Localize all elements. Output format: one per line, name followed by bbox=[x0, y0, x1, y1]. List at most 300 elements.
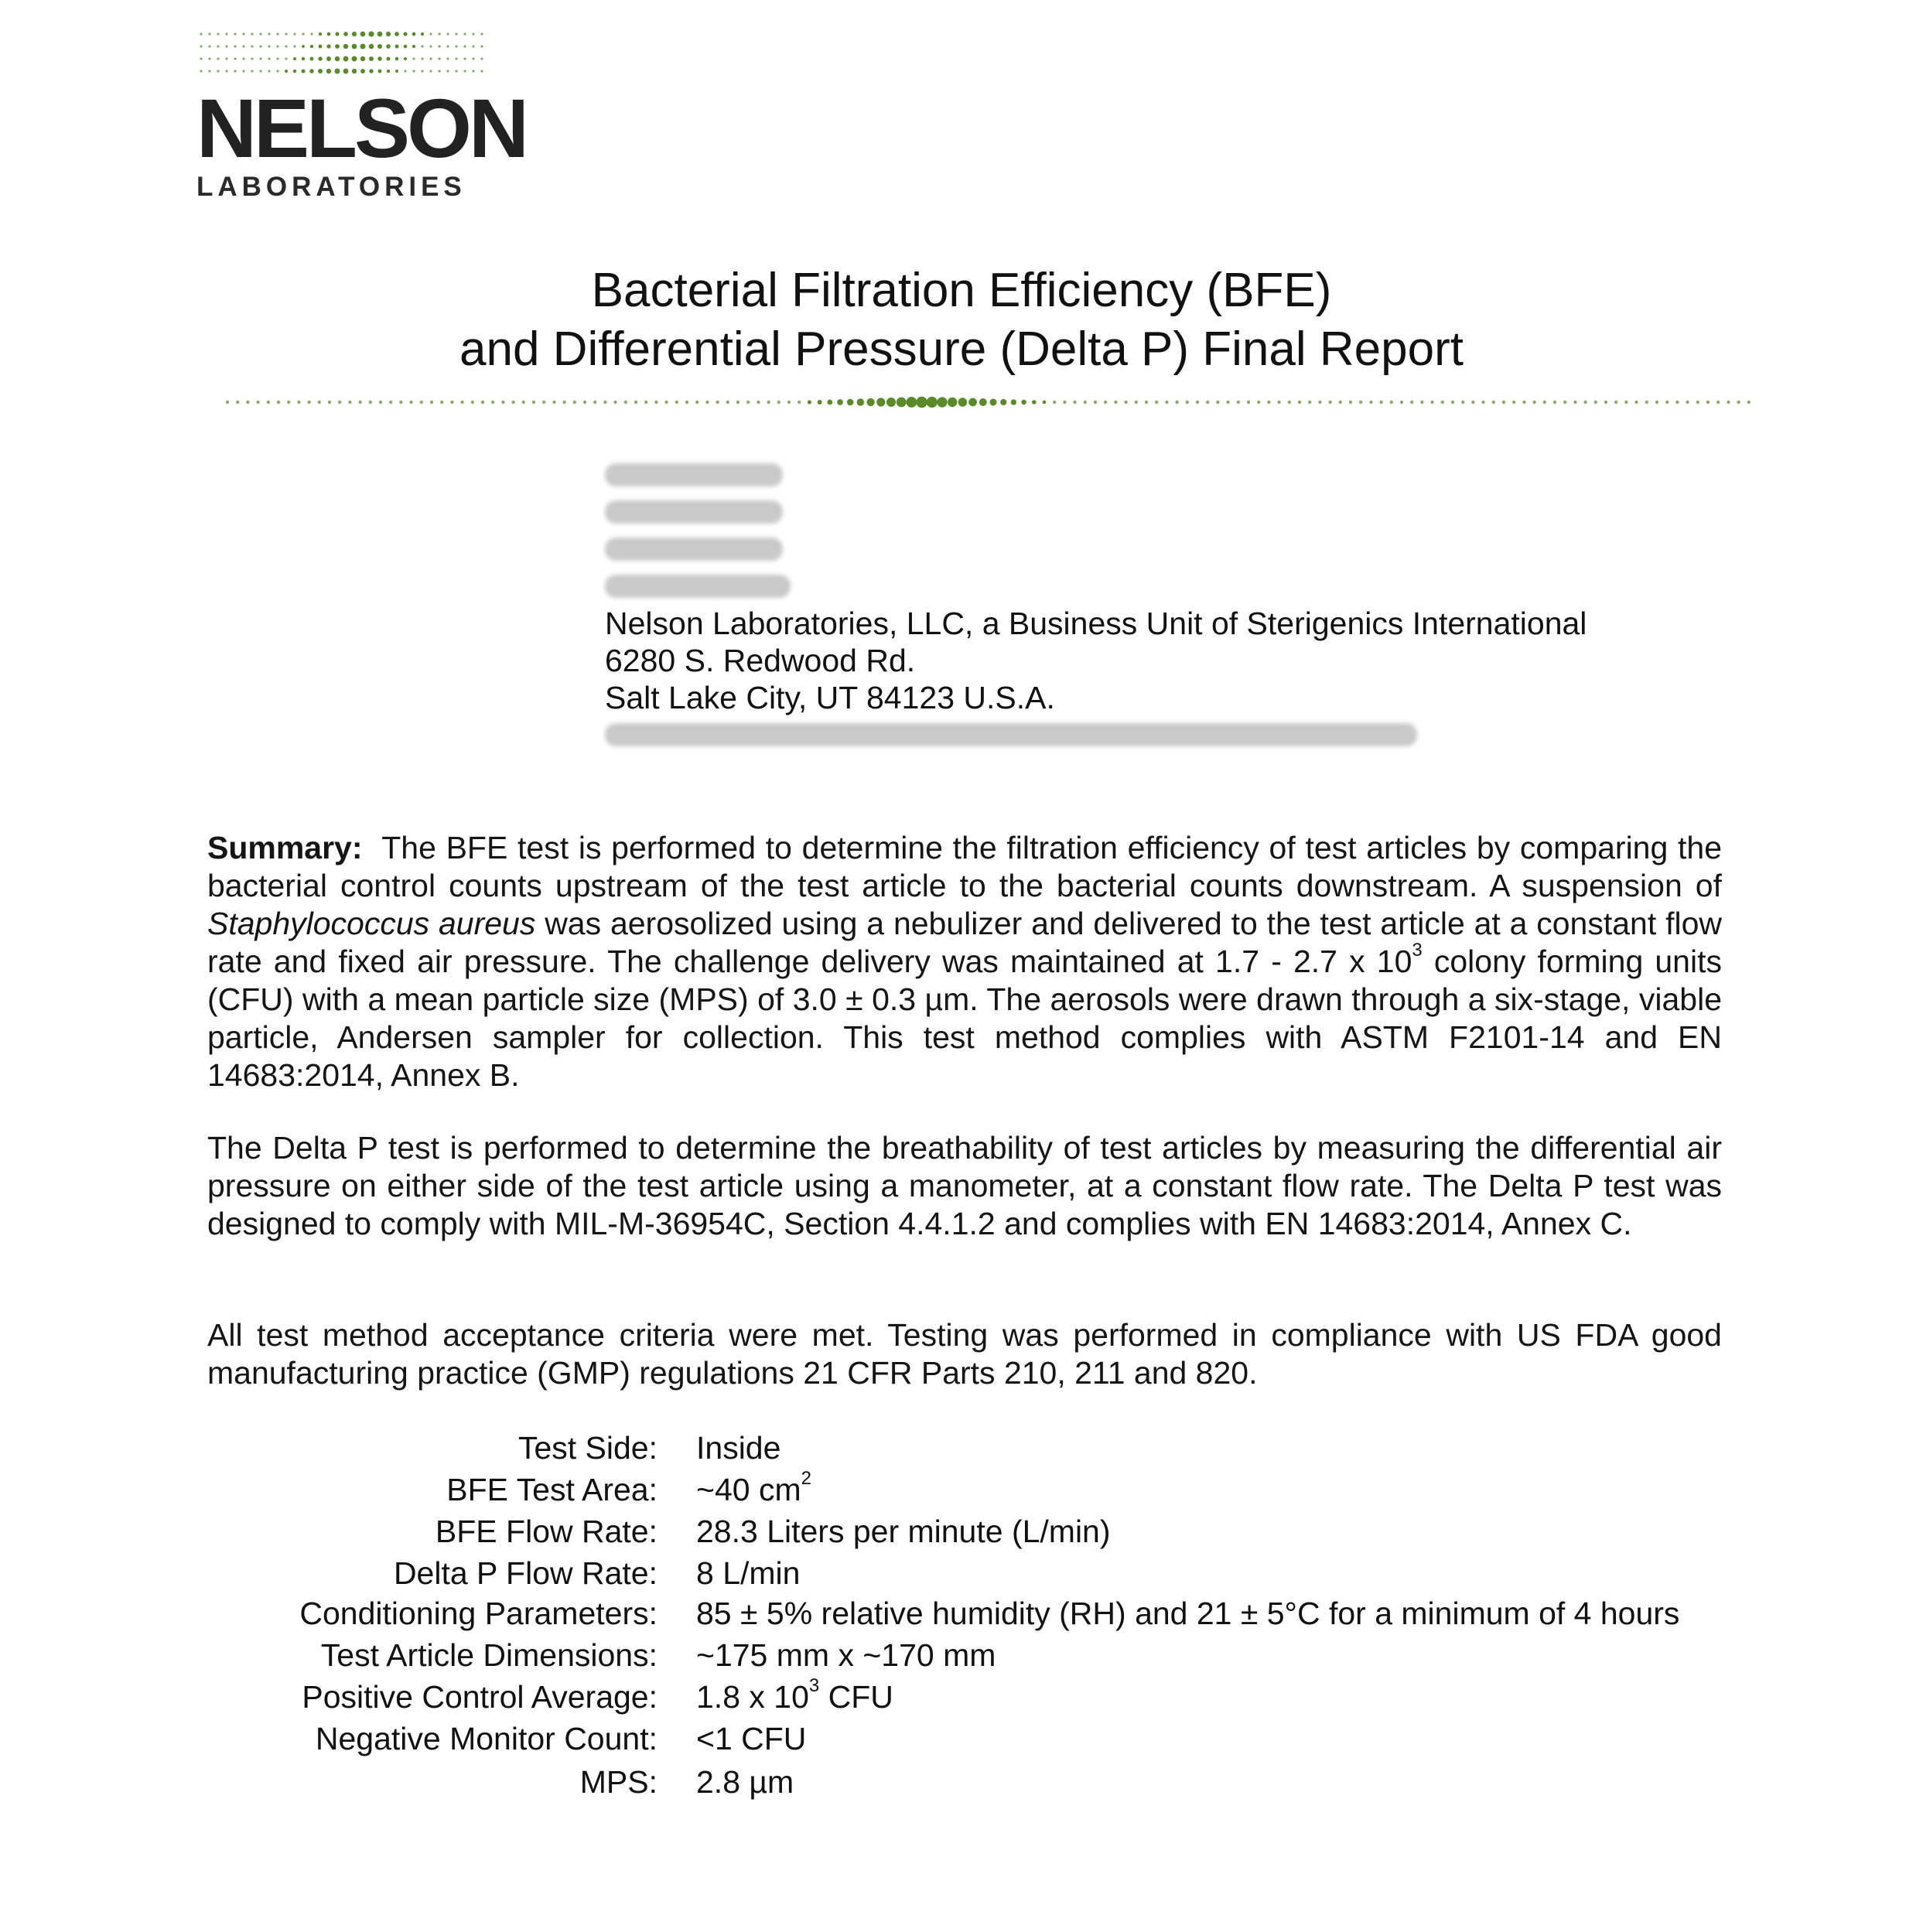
divider-dot bbox=[1369, 401, 1372, 404]
divider-dot bbox=[1737, 401, 1740, 404]
divider-dot bbox=[1216, 401, 1219, 404]
logo-dot bbox=[276, 57, 278, 60]
divider-dot bbox=[736, 401, 739, 404]
divider-dot bbox=[1000, 399, 1006, 405]
divider-dot bbox=[460, 401, 463, 404]
logo-dot bbox=[412, 57, 415, 60]
divider-dot bbox=[847, 399, 854, 406]
logo-dot bbox=[225, 32, 227, 35]
logo-dot bbox=[225, 45, 227, 47]
divider-dot bbox=[1328, 401, 1331, 404]
logo-dot bbox=[343, 69, 349, 74]
divider-dot bbox=[1379, 401, 1382, 404]
divider-dot bbox=[798, 401, 801, 404]
logo-dot bbox=[251, 57, 253, 60]
logo-dot bbox=[259, 32, 261, 35]
divider-dot bbox=[1298, 401, 1301, 404]
divider-dot bbox=[1512, 401, 1515, 404]
divider-dot bbox=[430, 401, 433, 404]
divider-dot bbox=[522, 401, 525, 404]
divider-dot bbox=[1053, 401, 1056, 404]
divider-dot bbox=[958, 398, 968, 407]
divider-dot bbox=[1645, 401, 1648, 404]
param-label: BFE Test Area: bbox=[446, 1472, 658, 1507]
logo-dot bbox=[242, 57, 244, 60]
divider-dot bbox=[1073, 401, 1076, 404]
divider-dot bbox=[1267, 401, 1270, 404]
param-label: Delta P Flow Rate: bbox=[393, 1555, 658, 1591]
divider-dot bbox=[897, 398, 907, 408]
divider-dot bbox=[1471, 401, 1474, 404]
divider-dot bbox=[937, 397, 947, 407]
info-value: Nelson Laboratories, LLC, a Business Unit of Sterigenics International bbox=[605, 606, 1587, 641]
logo-dot bbox=[217, 32, 219, 35]
report-title-line-1: Bacterial Filtration Efficiency (BFE) bbox=[591, 264, 1332, 317]
logo-dot bbox=[377, 44, 382, 49]
divider-dot bbox=[1021, 400, 1026, 404]
logo-dot bbox=[395, 44, 398, 48]
logo-dot bbox=[421, 45, 423, 47]
divider-dot bbox=[1706, 401, 1710, 404]
divider-dot bbox=[866, 398, 874, 406]
logo-dot bbox=[343, 32, 348, 36]
divider-dot bbox=[613, 401, 617, 404]
logo-dot bbox=[276, 32, 278, 35]
report-title bbox=[0, 261, 1923, 379]
divider-dot bbox=[379, 401, 382, 404]
report-title-line-2: and Differential Pressure (Delta P) Final Report bbox=[459, 323, 1464, 376]
divider-dot bbox=[307, 401, 310, 404]
logo-dot bbox=[242, 32, 244, 35]
divider-dot bbox=[1594, 401, 1597, 404]
exponent: 3 bbox=[808, 1675, 820, 1697]
divider-dot bbox=[644, 401, 647, 404]
logo-dot bbox=[225, 57, 227, 60]
divider-dot bbox=[1135, 401, 1138, 404]
divider-dot bbox=[1175, 401, 1178, 404]
divider-dot bbox=[1339, 401, 1342, 404]
divider-dot bbox=[1727, 401, 1730, 404]
exponent: 3 bbox=[1412, 940, 1423, 961]
logo-dot bbox=[368, 31, 374, 36]
logo-dot bbox=[429, 57, 432, 60]
divider-dot bbox=[358, 401, 361, 404]
param-label: Conditioning Parameters: bbox=[299, 1596, 658, 1631]
logo-dot bbox=[208, 32, 210, 35]
logo-dot bbox=[480, 57, 483, 60]
logo-dot bbox=[327, 32, 331, 36]
logo-dot bbox=[343, 44, 348, 49]
logo-dot bbox=[326, 69, 332, 74]
divider-dot bbox=[837, 399, 843, 405]
logo-dot bbox=[463, 45, 466, 47]
divider-dot bbox=[1288, 401, 1291, 404]
logo-dot bbox=[251, 70, 253, 72]
divider-dot bbox=[318, 401, 321, 404]
param-suffix: CFU bbox=[819, 1679, 893, 1715]
divider-dot bbox=[287, 401, 290, 404]
redacted-value bbox=[605, 531, 783, 568]
logo-dot bbox=[242, 45, 244, 47]
logo-dot bbox=[463, 32, 466, 35]
logo-dot bbox=[234, 70, 236, 72]
summary-text-c: colony forming units (CFU) with a mean particle size (MPS) of 3.0 ± 0.3 µm. The aerosols were drawn through a six-stage, viable particle, Andersen sampler for collection. This test method complies with ASTM F2101-14 and EN 14683:2014, Annex B. bbox=[207, 944, 1722, 1093]
divider-dot bbox=[1655, 401, 1658, 404]
logo-dot bbox=[208, 70, 210, 72]
divider-dot bbox=[389, 401, 392, 404]
divider-dot bbox=[1492, 401, 1495, 404]
logo-dot bbox=[429, 45, 432, 47]
divider-dot bbox=[1063, 401, 1066, 404]
divider-dot bbox=[916, 397, 927, 408]
divider-dot bbox=[664, 401, 668, 404]
param-value: Inside bbox=[696, 1430, 781, 1466]
delta-p-paragraph: The Delta P test is performed to determine the breathability of test articles by measuring the differential air pressure on either side of the test article using a manometer, at a constant flow rate. The Delta P test was designed to comply with MIL-M-36954C, Section 4.4.1.2 and complies with EN 14683:2014, Annex C. bbox=[207, 1130, 1722, 1241]
logo-dot bbox=[421, 57, 423, 60]
divider-dot bbox=[348, 401, 351, 404]
divider-dot bbox=[1104, 401, 1107, 404]
divider-dot bbox=[338, 401, 341, 404]
divider-dot bbox=[440, 401, 443, 404]
logo-dot bbox=[360, 32, 366, 37]
divider-dot bbox=[542, 401, 545, 404]
divider-dot bbox=[818, 400, 822, 404]
dotted-divider-icon bbox=[223, 393, 1762, 411]
logo-dot bbox=[208, 45, 210, 47]
divider-dot bbox=[1573, 401, 1576, 404]
divider-dot bbox=[1277, 401, 1280, 404]
logo-dot bbox=[403, 32, 407, 36]
divider-dot bbox=[1390, 401, 1393, 404]
divider-dot bbox=[979, 398, 987, 406]
logo-dot bbox=[369, 44, 374, 49]
logo-dot bbox=[412, 70, 415, 72]
divider-dot bbox=[695, 401, 698, 404]
divider-dot bbox=[757, 401, 760, 404]
logo-dot bbox=[200, 45, 202, 47]
logo-dot bbox=[285, 70, 288, 73]
divider-dot bbox=[1614, 401, 1617, 404]
divider-dot bbox=[1532, 401, 1535, 404]
divider-dot bbox=[654, 401, 658, 404]
logo-dot bbox=[446, 45, 449, 47]
logo-dot bbox=[200, 32, 202, 35]
logo-dot bbox=[446, 32, 449, 35]
logo-dot bbox=[472, 45, 474, 47]
param-label: BFE Flow Rate: bbox=[435, 1514, 658, 1549]
logo-dot bbox=[310, 45, 313, 48]
logo-dot bbox=[387, 57, 391, 61]
divider-dot bbox=[989, 398, 996, 405]
param-value-wrap bbox=[696, 1675, 893, 1715]
logo-dot bbox=[352, 69, 357, 73]
divider-dot bbox=[1094, 401, 1097, 404]
divider-dot bbox=[1634, 401, 1638, 404]
logo-dot bbox=[472, 32, 474, 35]
logo-dot bbox=[251, 45, 253, 47]
param-value: 2.8 µm bbox=[696, 1764, 794, 1800]
logo-dot bbox=[412, 45, 415, 48]
param-value: 8 L/min bbox=[696, 1555, 801, 1591]
param-value: ~40 cm bbox=[696, 1472, 801, 1507]
logo-dot bbox=[259, 45, 261, 47]
divider-dot bbox=[827, 400, 832, 405]
divider-dot bbox=[501, 401, 504, 404]
divider-dot bbox=[857, 398, 864, 405]
divider-dot bbox=[876, 398, 885, 406]
param-value: ~175 mm x ~170 mm bbox=[696, 1637, 996, 1673]
logo-dot bbox=[377, 56, 382, 61]
logo-dot bbox=[293, 45, 295, 47]
divider-dot bbox=[409, 401, 412, 404]
logo-dot bbox=[438, 45, 440, 47]
divider-dot bbox=[1665, 401, 1669, 404]
divider-dot bbox=[1675, 401, 1679, 404]
logo-dot bbox=[335, 44, 340, 49]
logo-dot bbox=[480, 32, 483, 35]
divider-dot bbox=[1145, 401, 1148, 404]
logo-dot bbox=[472, 70, 474, 72]
info-value: 6280 S. Redwood Rd. bbox=[605, 643, 916, 678]
logo-dot bbox=[386, 44, 391, 49]
logo-dot bbox=[302, 57, 305, 60]
divider-dot bbox=[369, 401, 372, 404]
divider-dot bbox=[1043, 401, 1047, 404]
divider-dot bbox=[1583, 401, 1587, 404]
param-value: <1 CFU bbox=[696, 1721, 807, 1756]
divider-dot bbox=[1686, 401, 1689, 404]
divider-dot bbox=[675, 401, 678, 404]
divider-dot bbox=[399, 401, 402, 404]
logo-dot bbox=[377, 32, 383, 37]
divider-dot bbox=[1165, 401, 1168, 404]
logo-dot bbox=[455, 45, 457, 47]
logo-dot bbox=[302, 32, 304, 35]
logo-dot bbox=[200, 57, 202, 60]
divider-dot bbox=[1032, 400, 1037, 404]
divider-dot bbox=[552, 401, 555, 404]
logo-dot bbox=[326, 56, 331, 61]
divider-dot bbox=[236, 401, 239, 404]
divider-dot bbox=[562, 401, 565, 404]
logo-dot bbox=[285, 32, 287, 35]
divider-dot bbox=[1747, 401, 1751, 404]
logo-dot bbox=[395, 32, 399, 36]
summary-text-b: was aerosolized using a nebulizer and delivered to the test article at a constant flow rate and fixed air pressure. The challenge delivery was maintained at 1.7 - 2.7 x 10 bbox=[207, 906, 1722, 979]
divider-dot bbox=[593, 401, 596, 404]
logo-dot bbox=[200, 70, 202, 72]
logo-dot bbox=[438, 70, 440, 72]
divider-dot bbox=[603, 401, 606, 404]
logo-dot bbox=[455, 70, 457, 72]
divider-dot bbox=[1155, 401, 1158, 404]
divider-dot bbox=[1226, 401, 1229, 404]
divider-dot bbox=[624, 401, 627, 404]
logo-dot bbox=[217, 70, 219, 72]
logo-dot bbox=[302, 45, 305, 48]
logo-dot bbox=[455, 32, 457, 35]
logo-dot bbox=[438, 32, 440, 35]
logo-dot bbox=[480, 45, 483, 47]
redacted-value bbox=[605, 568, 791, 606]
divider-dot bbox=[1696, 401, 1699, 404]
organism-name: Staphylococcus aureus bbox=[207, 906, 536, 941]
logo-dot bbox=[293, 70, 297, 73]
logo-dot bbox=[319, 45, 323, 49]
divider-dot bbox=[277, 401, 280, 404]
param-label: Negative Monitor Count: bbox=[315, 1721, 658, 1756]
logo-dot bbox=[310, 57, 314, 61]
logo-dot bbox=[326, 44, 330, 48]
divider-dot bbox=[1410, 401, 1413, 404]
logo-dot bbox=[285, 45, 287, 47]
param-label: MPS: bbox=[579, 1764, 658, 1800]
divider-dot bbox=[450, 401, 453, 404]
logo-dot bbox=[378, 70, 382, 73]
divider-dot bbox=[968, 398, 977, 407]
logo-dot bbox=[395, 57, 399, 61]
logo-dot bbox=[268, 32, 270, 35]
divider-dot bbox=[1624, 401, 1628, 404]
divider-dot bbox=[777, 401, 780, 404]
logo-dot bbox=[217, 45, 219, 47]
divider-dot bbox=[1084, 401, 1087, 404]
divider-dot bbox=[1124, 401, 1127, 404]
logo-dot bbox=[343, 56, 349, 62]
divider-dot bbox=[716, 401, 719, 404]
divider-dot bbox=[491, 401, 494, 404]
divider-dot bbox=[226, 401, 229, 404]
divider-dot bbox=[1441, 401, 1444, 404]
logo-dot bbox=[293, 32, 295, 35]
logo-dot bbox=[352, 56, 357, 62]
compliance-paragraph: All test method acceptance criteria were met. Testing was performed in compliance with US FDA good manufacturing practice (GMP) regulations 21 CFR Parts 210, 211 and 820. bbox=[207, 1317, 1722, 1391]
logo-dot bbox=[386, 32, 391, 36]
param-value-wrap bbox=[696, 1468, 811, 1508]
divider-dot bbox=[1349, 401, 1352, 404]
divider-dot bbox=[1257, 401, 1260, 404]
divider-dot bbox=[328, 401, 331, 404]
logo-dot-pattern-icon bbox=[196, 28, 484, 82]
logo-dot bbox=[268, 45, 270, 47]
logo-dot bbox=[242, 70, 244, 72]
redacted-value bbox=[605, 716, 1417, 754]
logo-dot bbox=[404, 45, 408, 49]
logo-dot bbox=[259, 70, 261, 72]
divider-dot bbox=[746, 401, 750, 404]
redacted-value bbox=[605, 456, 783, 494]
divider-dot bbox=[420, 401, 423, 404]
logo-dot bbox=[302, 70, 306, 73]
divider-dot bbox=[1716, 401, 1720, 404]
logo-dot bbox=[276, 70, 278, 72]
divider-dot bbox=[907, 397, 917, 408]
logo-dot bbox=[360, 43, 365, 49]
summary-heading: Summary: bbox=[207, 830, 363, 865]
param-label: Test Side: bbox=[517, 1430, 658, 1466]
logo-dot bbox=[429, 32, 432, 35]
divider-dot bbox=[1318, 401, 1321, 404]
logo-dot bbox=[268, 57, 270, 60]
param-label: Positive Control Average: bbox=[302, 1679, 658, 1715]
divider-dot bbox=[1522, 401, 1525, 404]
divider-dot bbox=[1114, 401, 1117, 404]
divider-dot bbox=[297, 401, 300, 404]
divider-dot bbox=[267, 401, 270, 404]
logo-dot bbox=[455, 57, 457, 60]
divider-dot bbox=[767, 401, 770, 404]
logo-dot bbox=[446, 57, 449, 60]
exponent: 2 bbox=[801, 1468, 811, 1490]
redacted-value bbox=[605, 493, 783, 531]
logo-dot bbox=[446, 70, 449, 72]
divider-dot bbox=[532, 401, 535, 404]
logo-dot bbox=[438, 57, 440, 60]
logo-dot bbox=[276, 45, 278, 47]
divider-dot bbox=[1359, 401, 1362, 404]
logo-dot bbox=[234, 57, 236, 60]
logo-dot bbox=[395, 70, 398, 73]
info-value: Salt Lake City, UT 84123 U.S.A. bbox=[605, 680, 1055, 715]
divider-dot bbox=[705, 401, 709, 404]
divider-dot bbox=[573, 401, 576, 404]
logo-dot bbox=[217, 57, 219, 60]
divider-dot bbox=[511, 401, 514, 404]
logo-dot bbox=[234, 45, 236, 47]
logo-dot bbox=[404, 70, 406, 72]
logo-dot bbox=[463, 70, 466, 72]
logo-dot bbox=[251, 32, 253, 35]
logo-dot bbox=[360, 69, 365, 73]
divider-dot bbox=[927, 397, 938, 408]
logo-dot bbox=[208, 57, 210, 60]
logo-name: NELSON bbox=[196, 81, 527, 175]
logo-dot bbox=[480, 70, 483, 72]
divider-dot bbox=[1308, 401, 1311, 404]
divider-dot bbox=[481, 401, 484, 404]
logo-dot bbox=[404, 57, 407, 60]
divider-dot bbox=[1247, 401, 1250, 404]
logo-dot bbox=[463, 57, 466, 60]
logo-dot bbox=[472, 57, 474, 60]
divider-dot bbox=[948, 398, 957, 407]
divider-dot bbox=[1206, 401, 1209, 404]
logo-dot bbox=[318, 69, 323, 73]
logo-dot bbox=[352, 44, 357, 49]
logo-dot bbox=[319, 32, 322, 36]
divider-dot bbox=[634, 401, 637, 404]
logo-dot bbox=[369, 56, 374, 61]
divider-dot bbox=[1563, 401, 1566, 404]
divider-dot bbox=[1461, 401, 1464, 404]
divider-dot bbox=[471, 401, 474, 404]
divider-dot bbox=[808, 400, 811, 404]
divider-dot bbox=[1186, 401, 1189, 404]
param-value: 28.3 Liters per minute (L/min) bbox=[696, 1514, 1111, 1549]
divider-dot bbox=[1420, 401, 1423, 404]
logo-dot bbox=[318, 56, 322, 60]
divider-dot bbox=[256, 401, 259, 404]
logo-dot bbox=[369, 69, 373, 73]
logo-dot bbox=[360, 56, 366, 62]
divider-dot bbox=[1543, 401, 1546, 404]
param-label: Test Article Dimensions: bbox=[320, 1637, 658, 1673]
divider-dot bbox=[787, 401, 791, 404]
logo-dot bbox=[335, 69, 340, 74]
divider-dot bbox=[1196, 401, 1199, 404]
logo-dot bbox=[429, 70, 432, 72]
summary-paragraph bbox=[207, 829, 1722, 1094]
